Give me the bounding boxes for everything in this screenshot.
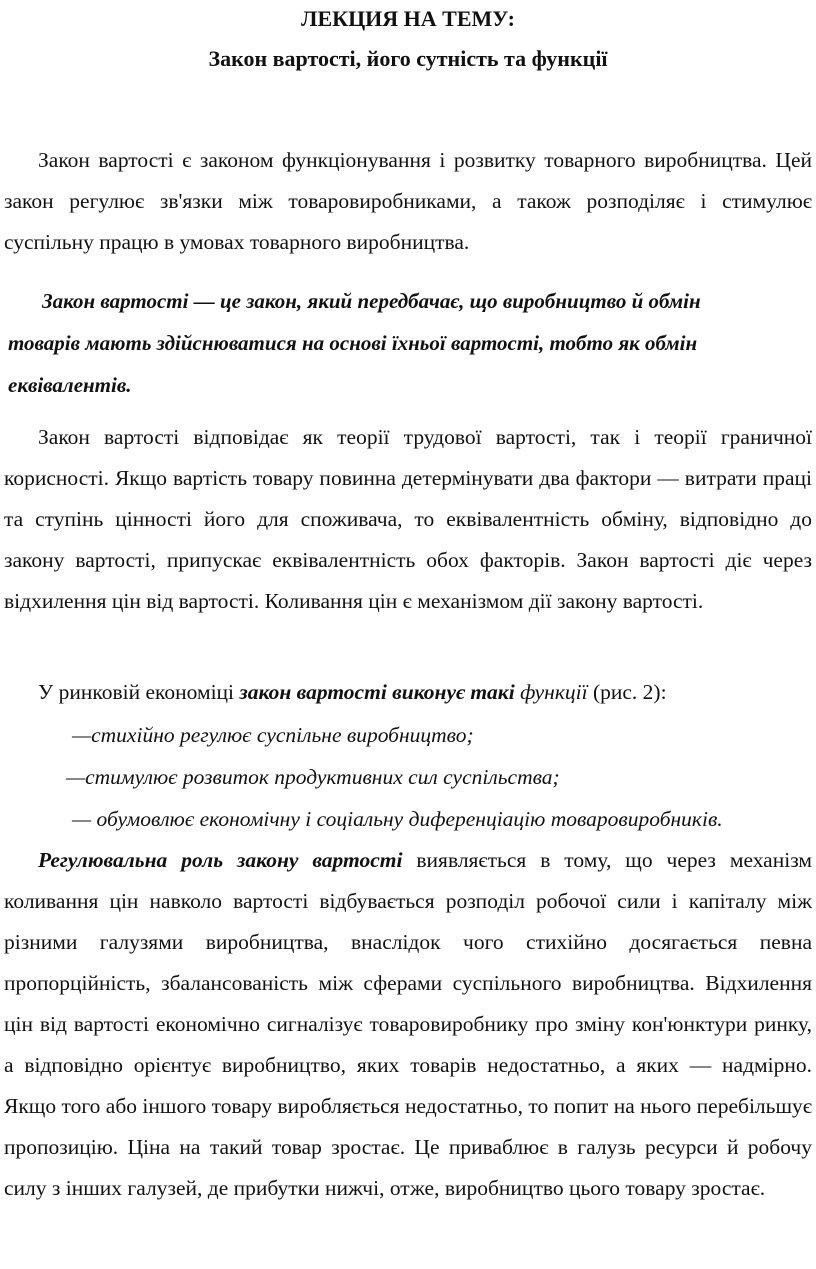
functions-intro-suffix: (рис. 2): <box>587 680 667 704</box>
function-item-3: — обумовлює економічну і соціальну диференціацію товаровиробників. <box>72 807 723 831</box>
function-item-2: —стимулює розвиток продуктивних сил суспільства; <box>66 765 560 789</box>
definition-line-3: еквівалентів. <box>8 373 132 397</box>
definition-line-1: Закон вартості — це закон, який передбачає, що виробництво й обмін <box>42 289 701 313</box>
function-item-1: —стихійно регулює суспільне виробництво; <box>72 723 474 747</box>
functions-intro-italic: функції <box>514 680 588 704</box>
functions-intro-bold: закон вартості виконує такі <box>239 680 515 704</box>
functions-intro <box>4 672 812 713</box>
functions-intro-prefix: У ринковій економіці <box>38 680 240 704</box>
lecture-heading: ЛЕКЦИЯ НА ТЕМУ: <box>301 6 515 31</box>
intro-paragraph: Закон вартості є законом функціонування і розвитку товарного виробництва. Цей закон регулює зв'язки між товаровиробниками, а також розподіляє і стимулює суспільну працю в умовах товарного виробництва. <box>4 148 812 254</box>
definition-line-2: товарів мають здійснюватися на основі їхньої вартості, тобто як обмін <box>8 331 698 355</box>
regulating-lead: Регулювальна роль закону вартості <box>38 848 403 872</box>
regulating-paragraph <box>4 840 812 1209</box>
definition-block <box>8 280 808 406</box>
theory-paragraph: Закон вартості відповідає як теорії трудової вартості, так і теорії граничної корисності. Якщо вартість товару повинна детермінувати два фактори — витрати праці та ступінь цінності його для споживача, то еквівалентність обміну, відповідно до закону вартості, припускає еквівалентність обох факторів. Закон вартості діє через відхилення цін від вартості. Коливання цін є механізмом дії закону вартості. <box>4 425 812 613</box>
lecture-subtitle: Закон вартості, його сутність та функції <box>208 46 608 71</box>
regulating-text: виявляється в тому, що через механізм коливання цін навколо вартості відбувається розподіл робочої сили і капіталу між різними галузями виробництва, внаслідок чого стихійно досягається певна пропорційність, збалансованість між сферами суспільного виробництва. Відхилення цін від вартості економічно сигналізує товаровиробнику про зміну кон'юнктури ринку, а відповідно орієнтує виробництво, яких товарів недостатньо, а яких — надмірно. Якщо того або іншого товару виробляється недостатньо, то попит на нього перебільшує пропозицію. Ціна на такий товар зростає. Це приваблює в галузь ресурси й робочу силу з інших галузей, де прибутки нижчі, отже, виробництво цього товару зростає. <box>4 848 812 1200</box>
